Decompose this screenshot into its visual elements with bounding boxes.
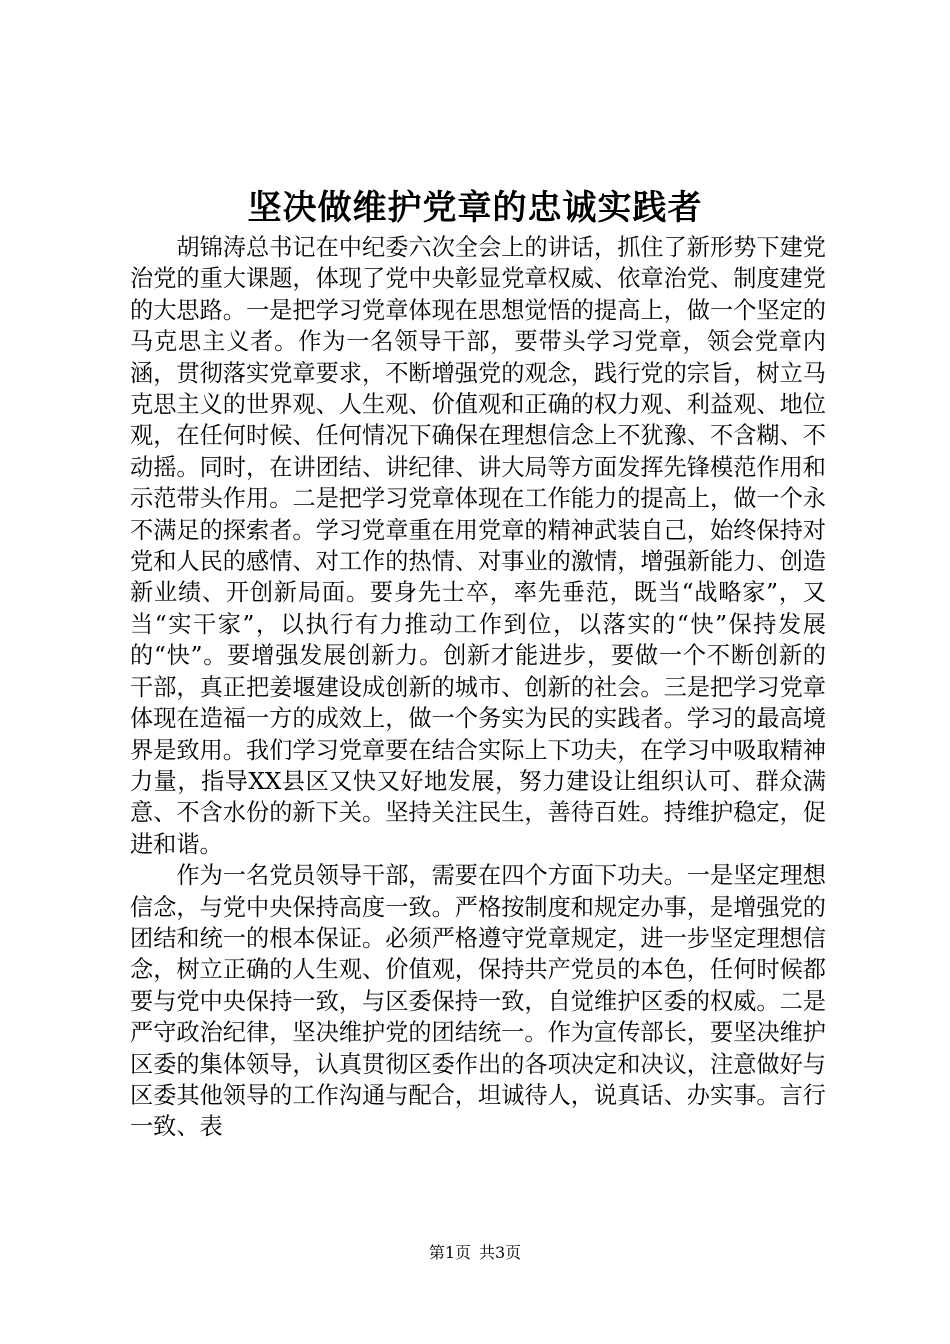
paragraph: 胡锦涛总书记在中纪委六次全会上的讲话，抓住了新形势下建党治党的重大课题，体现了党中央彰显党章权威、依章治党、制度建党的大思路。一是把学习党章体现在思想觉悟的提高上，做一个坚定的马克思主义者。作为一名领导干部，要带头学习党章，领会党章内涵，贯彻落实党章要求，不断增强党的观念，践行党的宗旨，树立马克思主义的世界观、人生观、价值观和正确的权力观、利益观、地位观，在任何时候、任何情况下确保在理想信念上不犹豫、不含糊、不动摇。同时，在讲团结、讲纪律、讲大局等方面发挥先锋模范作用和示范带头作用。二是把学习党章体现在工作能力的提高上，做一个永不满足的探索者。学习党章重在用党章的精神武装自己，始终保持对党和人民的感情、对工作的热情、对事业的激情，增强新能力、创造新业绩、开创新局面。要身先士卒，率先垂范，既当“战略家”，又当“实干家”，以执行有力推动工作到位，以落实的“快”保持发展的“快”。要增强发展创新力。创新才能进步，要做一个不断创新的干部，真正把姜堰建设成创新的城市、创新的社会。三是把学习党章体现在造福一方的成效上，做一个务实为民的实践者。学习的最高境界是致用。我们学习党章要在结合实际上下功夫，在学习中吸取精神力量，指导XX县区又快又好地发展，努力建设让组织认可、群众满意、不含水份的新下关。坚持关注民生，善待百姓。持维护稳定，促进和谐。 [130, 234, 826, 858]
page-footer [0, 1243, 950, 1263]
document-body [130, 232, 826, 1143]
document-title: 坚决做维护党章的忠诚实践者 [247, 188, 703, 228]
paragraph: 作为一名党员领导干部，需要在四个方面下功夫。一是坚定理想信念，与党中央保持高度一致。严格按制度和规定办事，是增强党的团结和统一的根本保证。必须严格遵守党章规定，进一步坚定理想信念，树立正确的人生观、价值观，保持共产党员的本色，任何时候都要与党中央保持一致，与区委保持一致，自觉维护区委的权威。二是严守政治纪律，坚决维护党的团结统一。作为宣传部长，要坚决维护区委的集体领导，认真贯彻区委作出的各项决定和决议，注意做好与区委其他领导的工作沟通与配合，坦诚待人，说真话、办实事。言行一致、表 [130, 862, 826, 1141]
page-number: 第1页 [428, 1243, 471, 1262]
page-count: 共3页 [479, 1243, 522, 1262]
